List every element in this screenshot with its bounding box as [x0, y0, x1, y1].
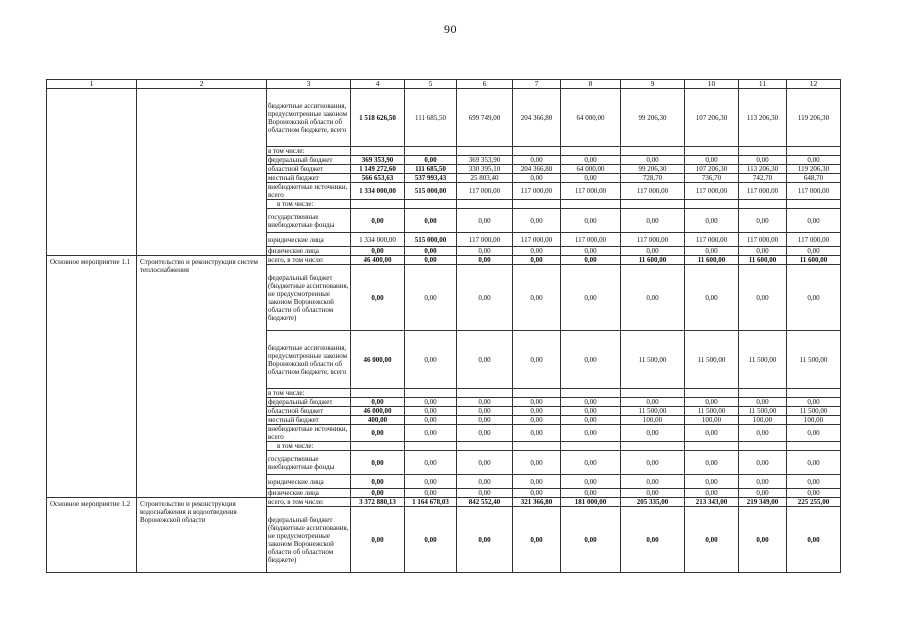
value-cell: 0,00	[787, 247, 841, 256]
source-cell: всего, в том числе:	[267, 256, 351, 265]
value-cell: 0,00	[513, 398, 561, 407]
source-cell: внебюджетные источники, всего	[267, 425, 351, 442]
value-cell: 0,00	[561, 247, 621, 256]
value-cell: 0,00	[513, 425, 561, 442]
column-header: 12	[787, 80, 841, 89]
value-cell: 0,00	[787, 475, 841, 489]
table-row	[47, 256, 841, 265]
value-cell: 0,00	[561, 475, 621, 489]
value-cell: 46 000,00	[351, 407, 405, 416]
source-cell: юридические лица	[267, 475, 351, 489]
value-cell: 0,00	[621, 265, 685, 331]
value-cell: 0,00	[739, 156, 787, 165]
activity-name-cell: Строительство и реконструкция систем теплоснабжения	[137, 256, 267, 498]
source-cell: всего, в том числе:	[267, 498, 351, 507]
value-cell: 1 164 678,03	[405, 498, 457, 507]
value-cell: 0,00	[561, 507, 621, 573]
value-cell: 0,00	[787, 425, 841, 442]
value-cell: 0,00	[561, 265, 621, 331]
value-cell: 0,00	[561, 331, 621, 389]
source-cell: государственные внебюджетные фонды	[267, 451, 351, 475]
value-cell: 11 600,00	[787, 256, 841, 265]
source-cell: федеральный бюджет	[267, 156, 351, 165]
value-cell: 117 000,00	[787, 233, 841, 247]
value-cell: 107 206,30	[685, 89, 739, 147]
source-cell: местный бюджет	[267, 416, 351, 425]
value-cell: 0,00	[561, 174, 621, 183]
source-cell: бюджетные ассигнования, предусмотренные законом Воронежской области об областном бюджете, всего	[267, 89, 351, 147]
value-cell: 0,00	[513, 416, 561, 425]
value-cell	[787, 389, 841, 398]
value-cell: 11 500,00	[787, 407, 841, 416]
value-cell: 0,00	[739, 398, 787, 407]
value-cell: 0,00	[513, 174, 561, 183]
value-cell	[621, 442, 685, 451]
value-cell	[561, 442, 621, 451]
value-cell: 0,00	[405, 265, 457, 331]
source-cell: физические лица	[267, 489, 351, 498]
source-cell: федеральный бюджет (бюджетные ассигнования, не предусмотренные законом Воронежской области об областном бюджете)	[267, 507, 351, 573]
value-cell: 0,00	[561, 407, 621, 416]
value-cell: 11 500,00	[685, 407, 739, 416]
value-cell: 321 366,80	[513, 498, 561, 507]
source-cell: областной бюджет	[267, 165, 351, 174]
value-cell: 0,00	[405, 247, 457, 256]
value-cell: 0,00	[739, 475, 787, 489]
value-cell: 0,00	[513, 256, 561, 265]
value-cell: 369 353,90	[457, 156, 513, 165]
value-cell: 119 206,30	[787, 165, 841, 174]
value-cell	[739, 442, 787, 451]
value-cell: 11 600,00	[739, 256, 787, 265]
header-row	[47, 80, 841, 89]
value-cell: 204 366,80	[513, 165, 561, 174]
value-cell: 0,00	[685, 489, 739, 498]
value-cell: 0,00	[739, 209, 787, 233]
value-cell: 0,00	[351, 247, 405, 256]
value-cell: 0,00	[405, 156, 457, 165]
value-cell	[621, 389, 685, 398]
value-cell: 3 372 880,13	[351, 498, 405, 507]
activity-name-cell	[137, 89, 267, 256]
value-cell: 0,00	[457, 398, 513, 407]
value-cell: 117 000,00	[621, 183, 685, 200]
value-cell: 0,00	[457, 265, 513, 331]
value-cell: 515 000,00	[405, 183, 457, 200]
value-cell: 0,00	[685, 398, 739, 407]
source-cell: в том числе:	[267, 389, 351, 398]
value-cell	[685, 389, 739, 398]
value-cell: 0,00	[685, 507, 739, 573]
value-cell	[513, 442, 561, 451]
value-cell: 25 803,40	[457, 174, 513, 183]
value-cell: 117 000,00	[561, 233, 621, 247]
value-cell	[739, 389, 787, 398]
value-cell: 0,00	[351, 451, 405, 475]
value-cell: 0,00	[685, 451, 739, 475]
value-cell: 0,00	[513, 489, 561, 498]
value-cell: 0,00	[513, 265, 561, 331]
value-cell: 0,00	[685, 475, 739, 489]
value-cell: 728,70	[621, 174, 685, 183]
value-cell: 99 206,30	[621, 89, 685, 147]
value-cell: 0,00	[739, 425, 787, 442]
value-cell: 113 206,30	[739, 165, 787, 174]
source-cell: федеральный бюджет (бюджетные ассигнования, не предусмотренные законом Воронежской области об областном бюджете)	[267, 265, 351, 331]
value-cell: 117 000,00	[513, 233, 561, 247]
value-cell: 0,00	[561, 256, 621, 265]
value-cell: 0,00	[561, 416, 621, 425]
value-cell	[513, 147, 561, 156]
value-cell: 0,00	[457, 331, 513, 389]
value-cell: 330 395,10	[457, 165, 513, 174]
column-header: 4	[351, 80, 405, 89]
value-cell: 0,00	[405, 451, 457, 475]
value-cell: 0,00	[513, 507, 561, 573]
value-cell: 0,00	[351, 398, 405, 407]
value-cell: 0,00	[685, 209, 739, 233]
value-cell	[561, 389, 621, 398]
value-cell: 0,00	[787, 507, 841, 573]
value-cell	[405, 200, 457, 209]
value-cell: 117 000,00	[787, 183, 841, 200]
value-cell: 0,00	[621, 247, 685, 256]
value-cell: 0,00	[561, 156, 621, 165]
column-header: 6	[457, 80, 513, 89]
value-cell: 0,00	[457, 416, 513, 425]
value-cell: 99 206,30	[621, 165, 685, 174]
source-cell: федеральный бюджет	[267, 398, 351, 407]
value-cell: 11 500,00	[739, 407, 787, 416]
value-cell	[561, 200, 621, 209]
value-cell: 0,00	[787, 209, 841, 233]
value-cell	[685, 442, 739, 451]
value-cell: 11 500,00	[787, 331, 841, 389]
value-cell	[787, 200, 841, 209]
value-cell: 648,70	[787, 174, 841, 183]
value-cell	[685, 147, 739, 156]
value-cell: 113 206,30	[739, 89, 787, 147]
value-cell: 117 000,00	[513, 183, 561, 200]
value-cell: 0,00	[457, 209, 513, 233]
value-cell: 0,00	[685, 265, 739, 331]
value-cell: 213 343,00	[685, 498, 739, 507]
value-cell: 0,00	[621, 398, 685, 407]
value-cell: 0,00	[513, 407, 561, 416]
source-cell: внебюджетные источники, всего	[267, 183, 351, 200]
column-header: 10	[685, 80, 739, 89]
value-cell	[351, 442, 405, 451]
value-cell: 0,00	[457, 247, 513, 256]
source-cell: местный бюджет	[267, 174, 351, 183]
value-cell: 100,00	[787, 416, 841, 425]
value-cell	[739, 200, 787, 209]
value-cell: 0,00	[621, 425, 685, 442]
value-cell: 566 653,63	[351, 174, 405, 183]
value-cell: 0,00	[513, 247, 561, 256]
value-cell: 0,00	[513, 475, 561, 489]
value-cell: 0,00	[405, 256, 457, 265]
column-header: 2	[137, 80, 267, 89]
value-cell: 0,00	[405, 475, 457, 489]
value-cell	[405, 442, 457, 451]
value-cell: 0,00	[405, 507, 457, 573]
column-header: 5	[405, 80, 457, 89]
value-cell: 111 685,50	[405, 89, 457, 147]
value-cell: 117 000,00	[685, 183, 739, 200]
value-cell: 0,00	[513, 331, 561, 389]
value-cell: 0,00	[351, 265, 405, 331]
source-cell: бюджетные ассигнования, предусмотренные законом Воронежской области об областном бюджете, всего	[267, 331, 351, 389]
value-cell: 1 334 000,00	[351, 233, 405, 247]
value-cell: 0,00	[561, 425, 621, 442]
source-cell: юридические лица	[267, 233, 351, 247]
value-cell: 225 255,00	[787, 498, 841, 507]
value-cell: 0,00	[685, 425, 739, 442]
value-cell	[457, 389, 513, 398]
value-cell: 0,00	[739, 265, 787, 331]
column-header: 9	[621, 80, 685, 89]
value-cell: 0,00	[739, 451, 787, 475]
column-header: 7	[513, 80, 561, 89]
column-header: 3	[267, 80, 351, 89]
value-cell: 0,00	[351, 489, 405, 498]
value-cell: 100,00	[685, 416, 739, 425]
value-cell: 400,00	[351, 416, 405, 425]
value-cell: 0,00	[405, 407, 457, 416]
value-cell: 0,00	[457, 489, 513, 498]
value-cell	[621, 147, 685, 156]
value-cell: 369 353,90	[351, 156, 405, 165]
value-cell	[513, 200, 561, 209]
value-cell: 117 000,00	[621, 233, 685, 247]
table-body	[47, 80, 841, 573]
value-cell: 0,00	[405, 398, 457, 407]
source-cell: физические лица	[267, 247, 351, 256]
value-cell: 0,00	[787, 451, 841, 475]
value-cell: 117 000,00	[739, 183, 787, 200]
activity-cell	[47, 89, 137, 256]
value-cell	[457, 442, 513, 451]
activity-cell: Основное мероприятие 1.2	[47, 498, 137, 573]
value-cell: 64 000,00	[561, 165, 621, 174]
value-cell	[457, 200, 513, 209]
value-cell: 11 500,00	[621, 407, 685, 416]
value-cell: 0,00	[561, 451, 621, 475]
value-cell: 46 000,00	[351, 331, 405, 389]
table-row	[47, 89, 841, 147]
value-cell: 0,00	[351, 475, 405, 489]
value-cell: 181 000,00	[561, 498, 621, 507]
value-cell: 100,00	[739, 416, 787, 425]
source-cell: областной бюджет	[267, 407, 351, 416]
value-cell	[685, 200, 739, 209]
value-cell	[739, 147, 787, 156]
value-cell	[457, 147, 513, 156]
value-cell: 0,00	[621, 475, 685, 489]
value-cell: 699 749,00	[457, 89, 513, 147]
value-cell: 742,70	[739, 174, 787, 183]
value-cell: 11 600,00	[621, 256, 685, 265]
value-cell: 515 000,00	[405, 233, 457, 247]
value-cell: 0,00	[621, 209, 685, 233]
value-cell	[351, 389, 405, 398]
source-cell: в том числе:	[267, 200, 351, 209]
value-cell: 0,00	[787, 265, 841, 331]
value-cell: 107 206,30	[685, 165, 739, 174]
value-cell: 0,00	[405, 489, 457, 498]
value-cell: 0,00	[513, 209, 561, 233]
value-cell: 0,00	[405, 425, 457, 442]
value-cell: 0,00	[739, 507, 787, 573]
value-cell: 0,00	[787, 398, 841, 407]
source-cell: в том числе:	[267, 442, 351, 451]
value-cell: 117 000,00	[685, 233, 739, 247]
value-cell: 0,00	[739, 247, 787, 256]
value-cell: 100,00	[621, 416, 685, 425]
value-cell: 11 500,00	[685, 331, 739, 389]
source-cell: в том числе:	[267, 147, 351, 156]
value-cell: 0,00	[351, 209, 405, 233]
value-cell: 0,00	[621, 451, 685, 475]
value-cell	[787, 442, 841, 451]
activity-cell: Основное мероприятие 1.1	[47, 256, 137, 498]
activity-name-cell: Строительство и реконструкция водоснабжения и водоотведения Воронежской области	[137, 498, 267, 573]
column-header: 11	[739, 80, 787, 89]
value-cell: 117 000,00	[457, 183, 513, 200]
budget-table	[46, 79, 841, 573]
value-cell: 0,00	[513, 156, 561, 165]
value-cell: 0,00	[787, 489, 841, 498]
value-cell: 0,00	[561, 209, 621, 233]
value-cell: 11 600,00	[685, 256, 739, 265]
value-cell: 11 500,00	[621, 331, 685, 389]
value-cell: 842 552,40	[457, 498, 513, 507]
value-cell: 204 366,80	[513, 89, 561, 147]
value-cell: 0,00	[561, 489, 621, 498]
value-cell	[351, 200, 405, 209]
value-cell: 0,00	[621, 507, 685, 573]
value-cell: 46 400,00	[351, 256, 405, 265]
value-cell: 1 518 626,50	[351, 89, 405, 147]
value-cell: 0,00	[621, 489, 685, 498]
value-cell: 1 334 000,00	[351, 183, 405, 200]
value-cell: 0,00	[457, 425, 513, 442]
value-cell	[405, 389, 457, 398]
value-cell: 117 000,00	[457, 233, 513, 247]
value-cell: 111 685,50	[405, 165, 457, 174]
value-cell: 537 993,43	[405, 174, 457, 183]
value-cell: 0,00	[685, 156, 739, 165]
value-cell: 119 206,30	[787, 89, 841, 147]
value-cell: 64 000,00	[561, 89, 621, 147]
value-cell: 0,00	[787, 156, 841, 165]
value-cell: 0,00	[739, 489, 787, 498]
value-cell: 117 000,00	[561, 183, 621, 200]
value-cell: 117 000,00	[739, 233, 787, 247]
value-cell: 0,00	[351, 425, 405, 442]
table-row	[47, 498, 841, 507]
value-cell	[787, 147, 841, 156]
value-cell: 1 149 272,60	[351, 165, 405, 174]
value-cell: 0,00	[561, 398, 621, 407]
value-cell	[621, 200, 685, 209]
value-cell: 0,00	[457, 507, 513, 573]
column-header: 8	[561, 80, 621, 89]
value-cell: 0,00	[621, 156, 685, 165]
value-cell: 0,00	[685, 247, 739, 256]
value-cell: 0,00	[457, 475, 513, 489]
value-cell: 0,00	[405, 209, 457, 233]
value-cell: 205 335,00	[621, 498, 685, 507]
value-cell: 219 349,00	[739, 498, 787, 507]
value-cell: 0,00	[405, 331, 457, 389]
value-cell: 0,00	[457, 451, 513, 475]
value-cell: 0,00	[457, 407, 513, 416]
value-cell: 11 500,00	[739, 331, 787, 389]
value-cell: 0,00	[513, 451, 561, 475]
value-cell: 736,70	[685, 174, 739, 183]
value-cell	[405, 147, 457, 156]
column-header: 1	[47, 80, 137, 89]
value-cell	[351, 147, 405, 156]
value-cell: 0,00	[351, 507, 405, 573]
value-cell: 0,00	[457, 256, 513, 265]
value-cell	[513, 389, 561, 398]
value-cell: 0,00	[405, 416, 457, 425]
page-number: 90	[444, 22, 457, 36]
value-cell	[561, 147, 621, 156]
source-cell: государственные внебюджетные фонды	[267, 209, 351, 233]
